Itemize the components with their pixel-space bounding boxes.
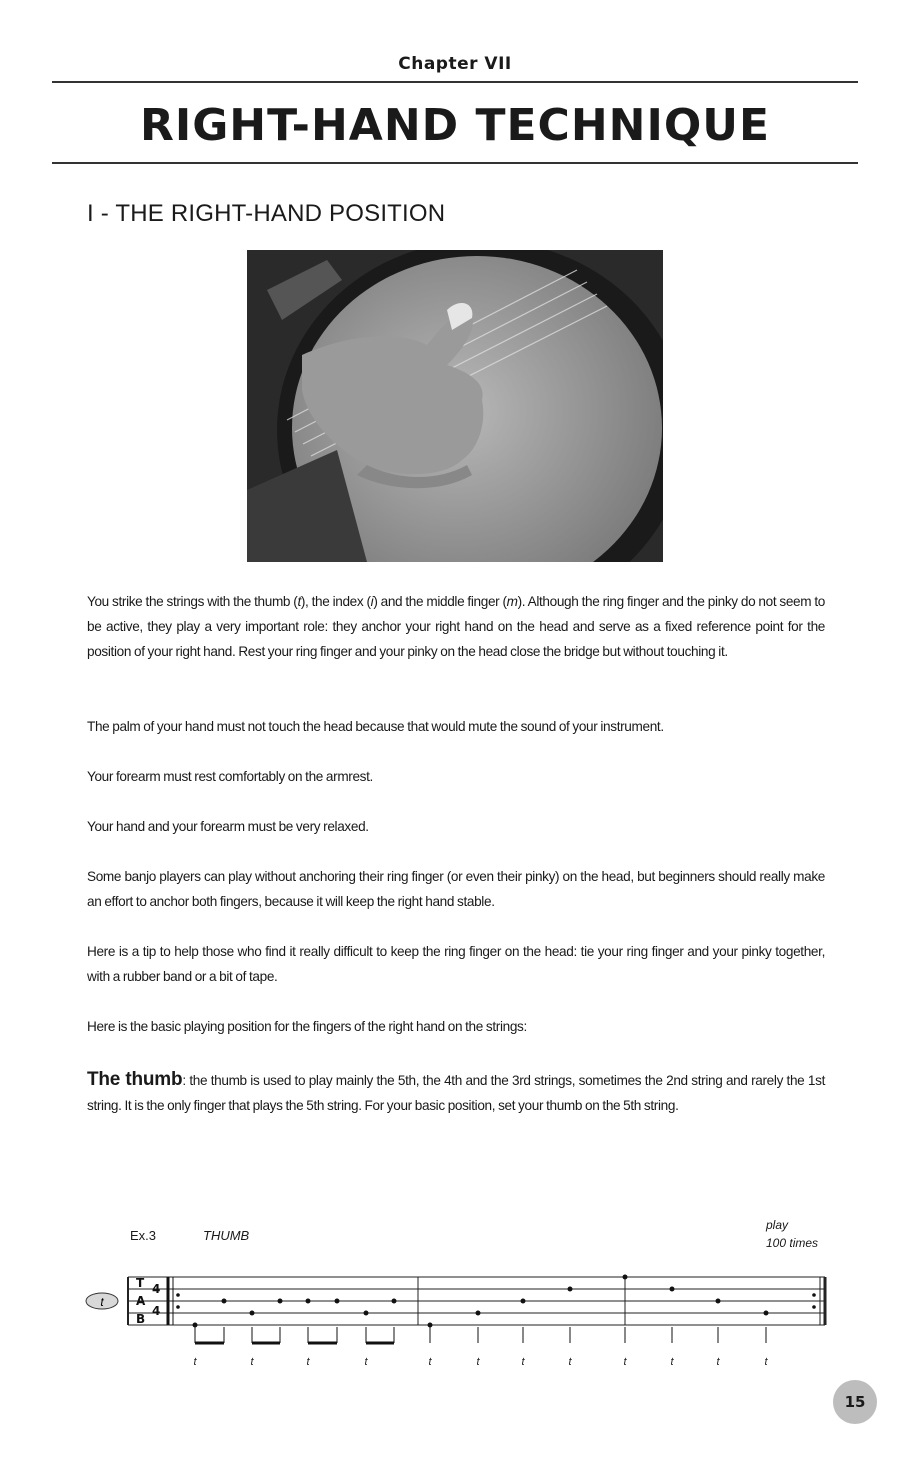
finger-marker-text: t — [100, 1295, 104, 1309]
fingering-1: t — [193, 1356, 197, 1368]
top-rule — [52, 81, 858, 83]
play-line-2: 100 times — [766, 1236, 819, 1250]
paragraph-1-pre: You strike the strings with the thumb ( — [87, 594, 298, 609]
chapter-label: Chapter VII — [398, 54, 512, 74]
time-sig-top: 4 — [152, 1282, 161, 1296]
chapter-title: RIGHT-HAND TECHNIQUE — [139, 100, 771, 151]
paragraph-3: Your forearm must rest comfortably on the armrest. — [87, 769, 373, 784]
fingering-2: t — [250, 1356, 254, 1368]
fingering-10: t — [670, 1356, 674, 1368]
paragraph-6: Here is a tip to help those who find it really difficult to keep the ring finger on the head: tie your ring finger and your pinky together, with a rubber band or a bit of tape. — [87, 944, 825, 984]
section-heading: I - THE RIGHT-HAND POSITION — [87, 200, 446, 227]
play-instruction — [766, 1216, 818, 1252]
finger-m: m — [506, 594, 518, 609]
play-line-1: play — [766, 1218, 789, 1232]
paragraph-1-post: ). Although the ring finger and the pinky do not seem to be active, they play a very important role: they anchor your right hand on the head and serve as a fixed reference point for the position of your right hand. Rest your ring finger and your pinky on the head close the bridge but without touching it. — [87, 594, 825, 659]
paragraph-1-mid1: ), the index ( — [300, 594, 371, 609]
tab-beams — [195, 1327, 766, 1343]
tab-finger-marker — [86, 1293, 118, 1309]
paragraph-7: Here is the basic playing position for the fingers of the right hand on the strings: — [87, 1019, 527, 1034]
thumb-text: : the thumb is used to play mainly the 5th, the 4th and the 3rd strings, sometimes the 2nd string and rarely the 1st string. It is the only finger that plays the 5th string. For your basic position, set your thumb on the 5th string. — [87, 1073, 826, 1113]
thumb-lead: The thumb — [87, 1069, 183, 1090]
finger-t: t — [297, 594, 301, 609]
fingering-3: t — [306, 1356, 310, 1368]
paragraph-1 — [87, 589, 825, 664]
fingering-7: t — [521, 1356, 525, 1368]
thumb-label: THUMB — [203, 1228, 250, 1243]
paragraph-1-mid2: ) and the middle finger ( — [373, 594, 507, 609]
title-rule — [52, 162, 858, 164]
fingering-4: t — [364, 1356, 368, 1368]
paragraph-5: Some banjo players can play without anchoring their ring finger (or even their pinky) on the head, but beginners should really make an effort to anchor both fingers, because it will keep the right hand stable. — [87, 869, 825, 909]
fingering-6: t — [476, 1356, 480, 1368]
thumb-paragraph — [87, 1067, 825, 1118]
paragraph-4: Your hand and your forearm must be very relaxed. — [87, 819, 369, 834]
clef-a: A — [136, 1294, 146, 1308]
finger-i: i — [370, 594, 374, 609]
fingering-9: t — [623, 1356, 627, 1368]
fingering-12: t — [764, 1356, 768, 1368]
page-number: 15 — [833, 1380, 877, 1424]
time-sig-bottom: 4 — [152, 1304, 161, 1318]
clef-b: B — [136, 1312, 146, 1326]
example-label: Ex.3 — [130, 1228, 157, 1243]
paragraph-2: The palm of your hand must not touch the head because that would mute the sound of your instrument. — [87, 719, 664, 734]
banjo-hand-photo — [247, 250, 663, 562]
tab-fingering — [193, 1356, 768, 1368]
fingering-11: t — [716, 1356, 720, 1368]
fingering-5: t — [428, 1356, 432, 1368]
clef-t: T — [136, 1276, 145, 1290]
tablature — [80, 1265, 840, 1375]
fingering-8: t — [568, 1356, 572, 1368]
